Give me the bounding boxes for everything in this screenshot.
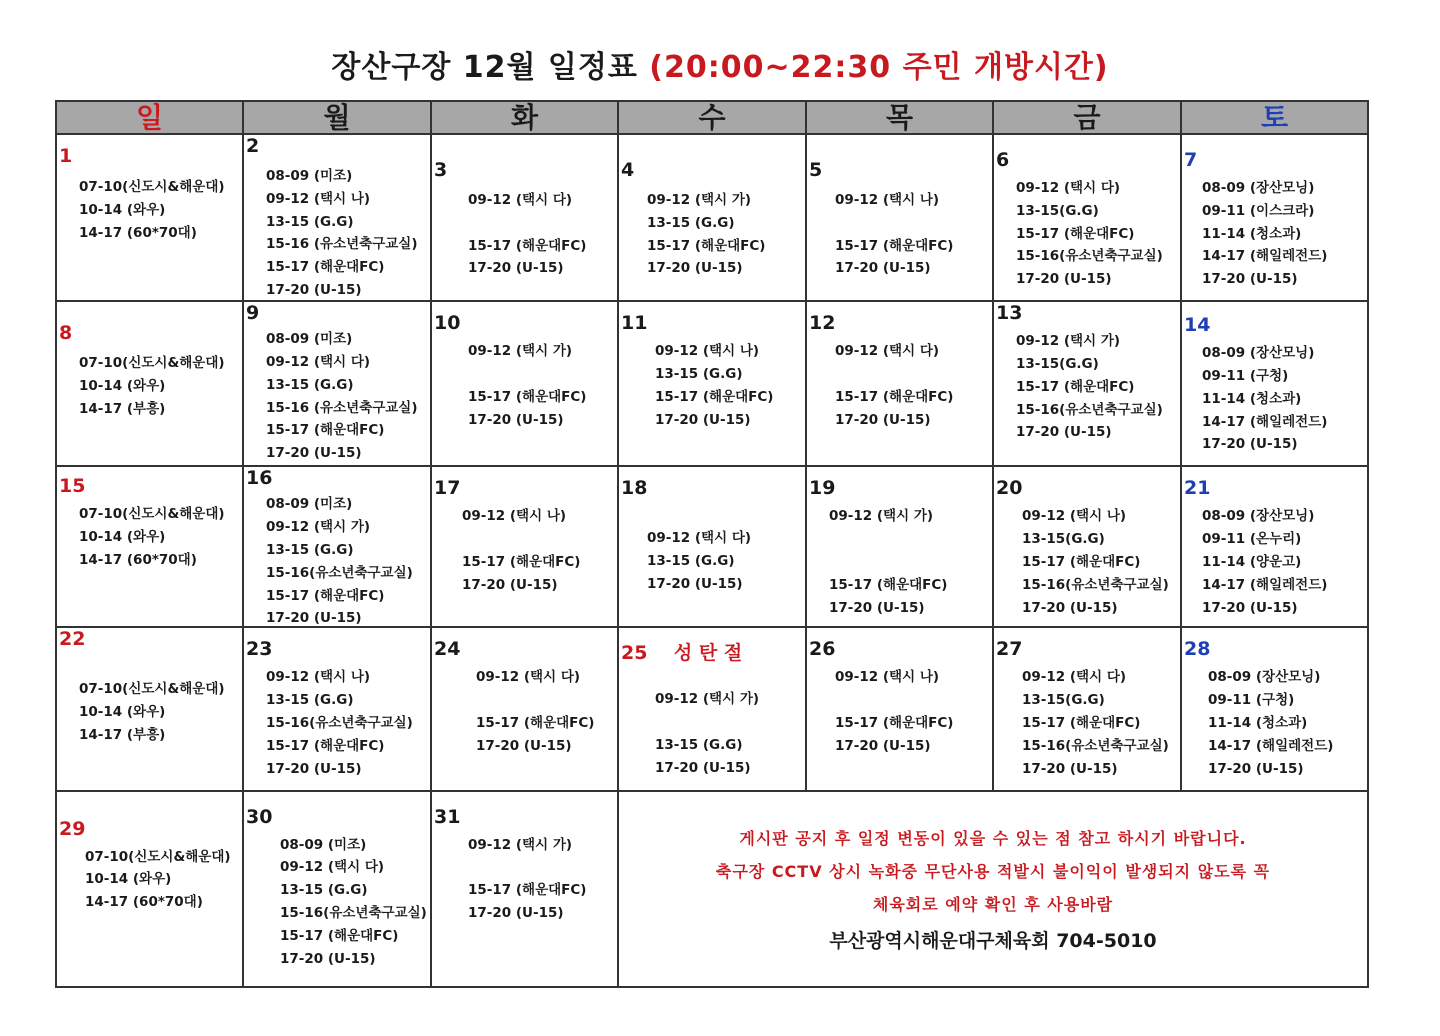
day-cell xyxy=(993,466,1181,627)
schedule-entry: 13-15 (G.G) xyxy=(647,214,735,231)
day-number: 15 xyxy=(59,475,86,498)
schedule-entry: 15-17 (해운대FC) xyxy=(280,927,399,944)
schedule-entry: 09-12 (택시 다) xyxy=(835,343,940,360)
page-title xyxy=(0,42,1440,86)
day-number: 7 xyxy=(1184,149,1198,171)
schedule-list xyxy=(1022,505,1169,619)
schedule-entry: 08-09 (장산모닝) xyxy=(1202,180,1315,196)
schedule-list xyxy=(1016,330,1163,444)
schedule-entry: 15-17 (해운대FC) xyxy=(655,388,774,405)
schedule-entry xyxy=(468,856,586,879)
schedule-entry: 15-17 (해운대FC) xyxy=(266,737,385,754)
schedule-entry: 15-17 (해운대FC) xyxy=(1022,553,1141,570)
schedule-entry: 17-20 (U-15) xyxy=(835,737,931,754)
day-number: 4 xyxy=(621,159,635,181)
schedule-entry: 17-20 (U-15) xyxy=(1022,599,1118,616)
day-number: 30 xyxy=(246,805,273,828)
schedule-entry: 09-11 (구청) xyxy=(1208,692,1295,709)
schedule-entry: 09-12 (택시 가) xyxy=(468,836,573,853)
schedule-entry: 17-20 (U-15) xyxy=(462,576,558,593)
schedule-entry: 15-16(유소년축구교실) xyxy=(266,715,413,732)
schedule-list xyxy=(266,666,413,780)
day-number: 16 xyxy=(246,467,273,490)
schedule-entry: 17-20 (U-15) xyxy=(1202,436,1298,453)
day-cell xyxy=(243,791,431,987)
schedule-list xyxy=(280,834,427,971)
day-cell xyxy=(56,134,243,301)
organization-contact: 부산광역시해운대구체육회 704-5010 xyxy=(829,929,1157,952)
day-number: 12 xyxy=(809,312,836,335)
schedule-entry: 15-16(유소년축구교실) xyxy=(1022,737,1169,754)
schedule-entry: 13-15(G.G) xyxy=(1016,202,1099,219)
day-cell xyxy=(431,466,618,627)
day-number: 18 xyxy=(621,477,648,500)
schedule-list xyxy=(468,340,586,431)
day-number: 22 xyxy=(59,628,86,651)
schedule-entry: 13-15(G.G) xyxy=(1022,531,1105,548)
schedule-list xyxy=(266,165,418,302)
schedule-entry: 14-17 (해일레전드) xyxy=(1202,576,1328,593)
schedule-entry: 17-20 (U-15) xyxy=(655,411,751,428)
schedule-entry: 17-20 (U-15) xyxy=(468,411,564,428)
schedule-entry: 14-17 (해일레전드) xyxy=(1208,737,1334,754)
schedule-entry: 15-17 (해운대FC) xyxy=(1016,225,1135,242)
schedule-entry: 17-20 (U-15) xyxy=(1016,271,1112,288)
schedule-entry: 07-10(신도시&해운대) xyxy=(79,506,225,523)
schedule-list xyxy=(647,189,765,280)
schedule-entry: 13-15 (G.G) xyxy=(266,541,354,558)
schedule-entry: 17-20 (U-15) xyxy=(1202,271,1298,288)
schedule-entry: 15-17 (해운대FC) xyxy=(462,553,581,570)
schedule-entry: 08-09 (장산모닝) xyxy=(1208,669,1321,686)
day-cell xyxy=(806,134,993,301)
day-cell xyxy=(243,134,431,301)
day-cell xyxy=(431,301,618,466)
schedule-entry xyxy=(468,363,586,386)
schedule-entry: 09-12 (택시 다) xyxy=(1022,669,1127,686)
schedule-entry: 17-20 (U-15) xyxy=(266,445,362,462)
schedule-entry: 17-20 (U-15) xyxy=(476,737,572,754)
schedule-entry: 09-11 (이스크라) xyxy=(1202,202,1315,219)
schedule-list xyxy=(79,678,225,746)
day-number: 3 xyxy=(434,159,448,181)
schedule-entry xyxy=(829,551,947,574)
schedule-entry xyxy=(835,689,953,712)
schedule-entry: 11-14 (양운고) xyxy=(1202,553,1302,570)
schedule-entry: 14-17 (60*70대) xyxy=(79,551,197,568)
day-number: 11 xyxy=(621,312,648,335)
week-row xyxy=(56,134,1368,301)
schedule-entry: 14-17 (60*70대) xyxy=(79,224,197,241)
day-number: 28 xyxy=(1184,638,1211,661)
schedule-entry: 15-17 (해운대FC) xyxy=(468,388,587,405)
schedule-entry: 17-20 (U-15) xyxy=(829,599,925,616)
schedule-entry: 17-20 (U-15) xyxy=(266,610,362,627)
day-cell xyxy=(56,466,243,627)
schedule-entry: 09-11 (구청) xyxy=(1202,367,1289,384)
day-number: 25 xyxy=(621,642,648,665)
schedule-entry: 14-17 (부흥) xyxy=(79,400,166,417)
day-cell xyxy=(1181,466,1368,627)
schedule-entry: 08-09 (미조) xyxy=(280,836,367,853)
day-cell xyxy=(431,791,618,987)
schedule-entry: 11-14 (청소과) xyxy=(1202,225,1302,242)
day-cell xyxy=(1181,627,1368,790)
weekday-header-row xyxy=(56,101,1368,134)
schedule-entry: 13-15 (G.G) xyxy=(266,692,354,709)
day-cell xyxy=(56,627,243,790)
schedule-entry: 17-20 (U-15) xyxy=(468,260,564,277)
schedule-entry xyxy=(476,689,594,712)
schedule-list xyxy=(462,505,580,596)
schedule-entry: 17-20 (U-15) xyxy=(1022,760,1118,777)
title-main: 장산구장 12월 일정표 xyxy=(331,50,650,85)
schedule-entry: 09-12 (택시 가) xyxy=(829,508,934,525)
schedule-list xyxy=(85,846,231,914)
weekday-fri: 금 xyxy=(993,101,1181,134)
schedule-entry: 09-12 (택시 나) xyxy=(655,343,760,360)
schedule-entry: 09-12 (택시 가) xyxy=(647,192,752,208)
day-number: 26 xyxy=(809,638,836,661)
day-cell xyxy=(1181,134,1368,301)
schedule-entry xyxy=(462,528,580,551)
schedule-entry: 17-20 (U-15) xyxy=(835,411,931,428)
weekday-wed: 수 xyxy=(618,101,806,134)
schedule-entry: 09-11 (온누리) xyxy=(1202,531,1302,548)
schedule-entry: 07-10(신도시&해운대) xyxy=(85,848,231,865)
schedule-entry: 08-09 (미조) xyxy=(266,496,353,513)
day-number: 20 xyxy=(996,477,1023,500)
schedule-list xyxy=(468,834,586,925)
schedule-entry: 15-17 (해운대FC) xyxy=(266,422,385,439)
schedule-entry: 13-15(G.G) xyxy=(1022,692,1105,709)
schedule-entry: 15-16(유소년축구교실) xyxy=(1022,576,1169,593)
schedule-entry: 15-17 (해운대FC) xyxy=(1016,378,1135,395)
schedule-entry: 15-17 (해운대FC) xyxy=(647,237,766,254)
weekday-sat: 토 xyxy=(1181,101,1368,134)
schedule-entry: 13-15 (G.G) xyxy=(280,882,368,899)
weekday-mon: 월 xyxy=(243,101,431,134)
schedule-list xyxy=(1022,666,1169,780)
day-cell xyxy=(993,627,1181,790)
calendar-table xyxy=(55,100,1369,988)
day-number: 14 xyxy=(1184,314,1211,337)
schedule-entry: 07-10(신도시&해운대) xyxy=(79,681,225,698)
schedule-entry: 09-12 (택시 나) xyxy=(835,669,940,686)
schedule-entry: 17-20 (U-15) xyxy=(1016,424,1112,441)
schedule-list xyxy=(647,527,751,595)
week-row xyxy=(56,466,1368,627)
schedule-entry: 09-12 (택시 다) xyxy=(266,353,371,370)
schedule-list xyxy=(266,328,418,465)
schedule-entry: 10-14 (와우) xyxy=(79,377,166,394)
schedule-entry xyxy=(835,363,953,386)
schedule-list xyxy=(835,189,953,280)
day-number: 6 xyxy=(996,149,1010,171)
schedule-entry: 15-17 (해운대FC) xyxy=(835,237,954,254)
schedule-entry: 13-15 (G.G) xyxy=(266,376,354,393)
schedule-list xyxy=(1208,666,1333,780)
day-cell xyxy=(243,466,431,627)
week-row xyxy=(56,791,1368,987)
schedule-list xyxy=(79,352,225,420)
schedule-entry: 09-12 (택시 다) xyxy=(280,859,385,876)
day-cell xyxy=(618,301,806,466)
schedule-entry: 11-14 (청소과) xyxy=(1202,390,1302,407)
day-cell xyxy=(56,301,243,466)
schedule-entry: 09-12 (택시 가) xyxy=(1016,333,1121,350)
schedule-entry: 14-17 (해일레전드) xyxy=(1202,248,1328,265)
schedule-entry: 17-20 (U-15) xyxy=(655,759,751,776)
day-cell xyxy=(993,134,1181,301)
schedule-entry: 15-16(유소년축구교실) xyxy=(266,564,413,581)
schedule-entry: 15-16(유소년축구교실) xyxy=(1016,401,1163,418)
schedule-entry: 10-14 (와우) xyxy=(79,529,166,546)
schedule-entry: 08-09 (장산모닝) xyxy=(1202,345,1315,362)
schedule-entry: 17-20 (U-15) xyxy=(835,260,931,277)
notice-line-1: 게시판 공지 후 일정 변동이 있을 수 있는 점 참고 하시기 바랍니다. xyxy=(739,828,1247,848)
schedule-entry: 09-12 (택시 나) xyxy=(1022,508,1127,525)
schedule-list xyxy=(1016,177,1163,291)
schedule-entry: 17-20 (U-15) xyxy=(266,760,362,777)
day-cell xyxy=(1181,301,1368,466)
schedule-entry: 13-15(G.G) xyxy=(1016,355,1099,372)
day-number: 1 xyxy=(59,145,73,167)
schedule-list xyxy=(1202,177,1327,291)
day-cell xyxy=(993,301,1181,466)
day-cell xyxy=(243,627,431,790)
notice-line-3: 체육회로 예약 확인 후 사용바람 xyxy=(872,894,1114,914)
schedule-entry: 17-20 (U-15) xyxy=(266,281,362,298)
schedule-entry: 09-12 (택시 나) xyxy=(462,508,567,525)
schedule-list xyxy=(468,189,586,280)
schedule-entry: 15-16 (유소년축구교실) xyxy=(266,236,418,253)
schedule-entry: 13-15 (G.G) xyxy=(655,737,743,754)
schedule-entry: 14-17 (부흥) xyxy=(79,727,166,744)
schedule-entry: 14-17 (60*70대) xyxy=(85,894,203,911)
schedule-list xyxy=(476,666,594,757)
schedule-entry xyxy=(835,212,953,235)
schedule-entry: 13-15 (G.G) xyxy=(647,553,735,570)
schedule-list xyxy=(1202,342,1327,456)
schedule-entry: 09-12 (택시 다) xyxy=(1016,180,1121,196)
schedule-entry: 09-12 (택시 다) xyxy=(468,192,573,208)
week-row xyxy=(56,627,1368,790)
schedule-entry: 08-09 (미조) xyxy=(266,168,353,184)
day-cell xyxy=(243,301,431,466)
schedule-entry: 09-12 (택시 가) xyxy=(468,343,573,360)
day-number: 27 xyxy=(996,638,1023,661)
schedule-entry: 09-12 (택시 가) xyxy=(655,691,760,708)
day-number: 29 xyxy=(59,817,86,840)
schedule-entry: 17-20 (U-15) xyxy=(1202,599,1298,616)
schedule-list xyxy=(835,666,953,757)
day-cell xyxy=(618,627,806,790)
schedule-entry: 17-20 (U-15) xyxy=(647,575,743,592)
schedule-entry: 13-15 (G.G) xyxy=(655,365,743,382)
day-number: 2 xyxy=(246,135,260,157)
schedule-entry: 15-16(유소년축구교실) xyxy=(1016,248,1163,265)
weekday-sun: 일 xyxy=(56,101,243,134)
day-cell xyxy=(618,134,806,301)
weekday-thu: 목 xyxy=(806,101,993,134)
schedule-entry: 17-20 (U-15) xyxy=(468,904,564,921)
schedule-entry: 09-12 (택시 다) xyxy=(647,530,752,547)
schedule-list xyxy=(79,176,225,244)
schedule-entry: 15-17 (해운대FC) xyxy=(835,715,954,732)
day-number: 10 xyxy=(434,312,461,335)
schedule-entry xyxy=(829,528,947,551)
day-number: 13 xyxy=(996,302,1023,325)
notice-block xyxy=(619,792,1367,961)
day-cell xyxy=(806,627,993,790)
day-number: 8 xyxy=(59,322,73,345)
schedule-entry: 15-17 (해운대FC) xyxy=(476,715,595,732)
day-number: 21 xyxy=(1184,477,1211,500)
schedule-entry: 10-14 (와우) xyxy=(79,704,166,721)
day-cell xyxy=(56,791,243,987)
schedule-list xyxy=(655,340,773,431)
day-cell xyxy=(806,466,993,627)
day-number: 24 xyxy=(434,638,461,661)
day-number: 9 xyxy=(246,302,260,325)
schedule-entry: 09-12 (택시 나) xyxy=(266,190,371,207)
day-number: 5 xyxy=(809,159,823,181)
day-cell xyxy=(431,627,618,790)
schedule-entry: 09-12 (택시 나) xyxy=(266,669,371,686)
day-number: 23 xyxy=(246,638,273,661)
schedule-entry: 15-17 (해운대FC) xyxy=(829,576,948,593)
day-number: 19 xyxy=(809,477,836,500)
schedule-entry: 11-14 (청소과) xyxy=(1208,715,1308,732)
schedule-list xyxy=(829,505,947,619)
schedule-entry: 10-14 (와우) xyxy=(79,201,166,218)
schedule-list xyxy=(266,493,413,630)
schedule-entry: 07-10(신도시&해운대) xyxy=(79,179,225,195)
day-cell xyxy=(618,466,806,627)
schedule-list xyxy=(79,503,225,571)
title-highlight: (20:00~22:30 주민 개방시간) xyxy=(649,50,1109,85)
schedule-entry: 17-20 (U-15) xyxy=(647,260,743,277)
schedule-entry xyxy=(655,711,759,734)
schedule-entry: 17-20 (U-15) xyxy=(280,950,376,967)
schedule-entry: 08-09 (장산모닝) xyxy=(1202,508,1315,525)
week-row xyxy=(56,301,1368,466)
schedule-entry: 17-20 (U-15) xyxy=(1208,760,1304,777)
schedule-entry: 15-17 (해운대FC) xyxy=(835,388,954,405)
schedule-entry: 15-16 (유소년축구교실) xyxy=(266,399,418,416)
schedule-entry xyxy=(468,212,586,235)
schedule-entry: 09-12 (택시 나) xyxy=(835,192,940,208)
schedule-entry: 15-17 (해운대FC) xyxy=(266,259,385,276)
day-number: 31 xyxy=(434,805,461,828)
schedule-entry: 13-15 (G.G) xyxy=(266,213,354,230)
schedule-entry: 15-17 (해운대FC) xyxy=(1022,715,1141,732)
day-number: 17 xyxy=(434,477,461,500)
schedule-entry: 08-09 (미조) xyxy=(266,331,353,348)
schedule-list xyxy=(835,340,953,431)
schedule-entry: 10-14 (와우) xyxy=(85,871,172,888)
schedule-entry: 15-16(유소년축구교실) xyxy=(280,904,427,921)
schedule-entry: 15-17 (해운대FC) xyxy=(468,882,587,899)
schedule-entry: 09-12 (택시 가) xyxy=(266,519,371,536)
day-cell xyxy=(806,301,993,466)
weekday-tue: 화 xyxy=(431,101,618,134)
notice-line-2: 축구장 CCTV 상시 녹화중 무단사용 적발시 불이익이 발생되지 않도록 꼭 xyxy=(715,861,1271,881)
holiday-label: 25 성 탄 절 xyxy=(621,642,743,665)
schedule-entry: 09-12 (택시 다) xyxy=(476,669,581,686)
day-cell xyxy=(431,134,618,301)
schedule-list xyxy=(655,688,759,779)
schedule-entry: 15-17 (해운대FC) xyxy=(468,237,587,254)
notice-cell xyxy=(618,791,1368,987)
schedule-entry: 07-10(신도시&해운대) xyxy=(79,355,225,372)
schedule-entry: 15-17 (해운대FC) xyxy=(266,587,385,604)
schedule-entry: 14-17 (해일레전드) xyxy=(1202,413,1328,430)
schedule-list xyxy=(1202,505,1327,619)
